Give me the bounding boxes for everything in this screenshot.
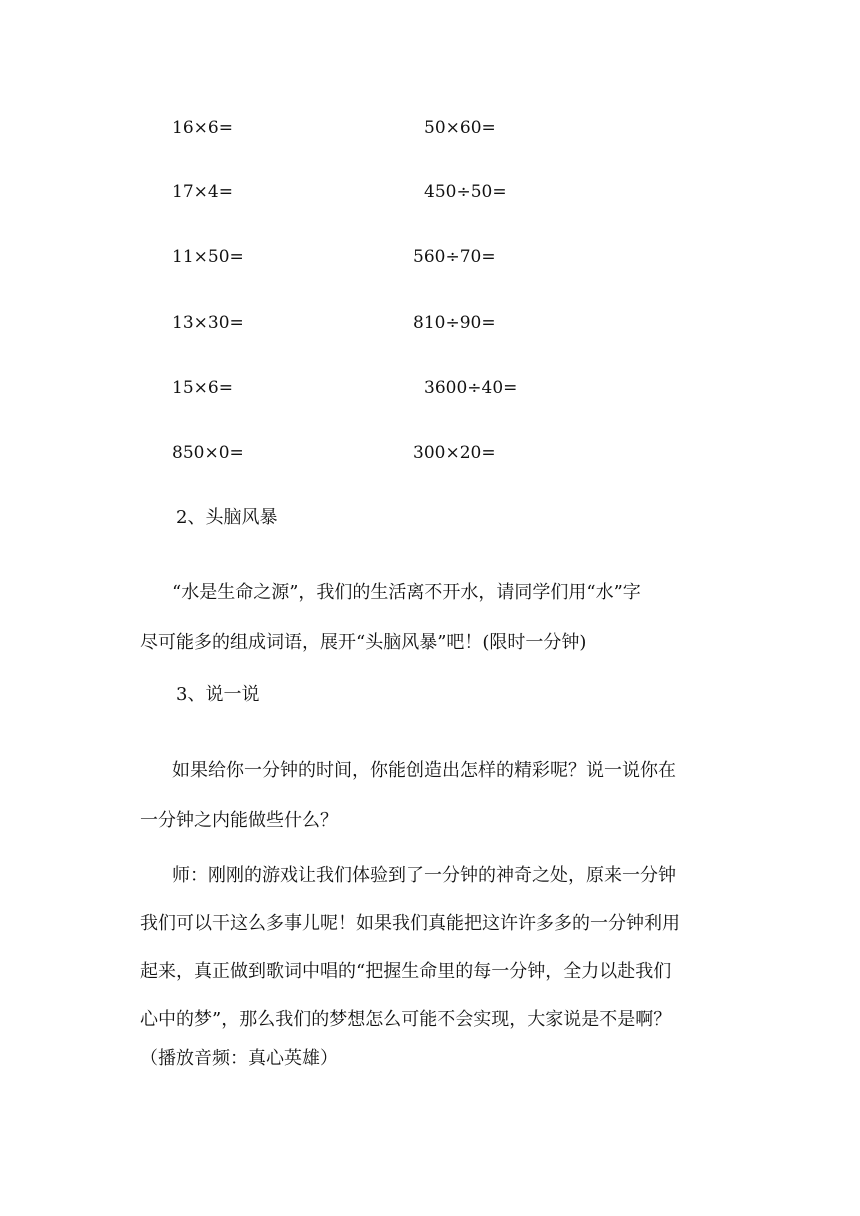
section-2-line-2: 尽可能多的组成词语，展开“头脑风暴”吧！(限时一分钟) bbox=[140, 632, 587, 653]
exercise-right-5: 3600÷40= bbox=[424, 378, 518, 398]
exercise-left-5: 15×6= bbox=[172, 378, 233, 398]
section-3-p1-line-1: 如果给你一分钟的时间，你能创造出怎样的精彩呢？说一说你在 bbox=[172, 760, 676, 781]
section-2-heading: 2、头脑风暴 bbox=[176, 507, 278, 528]
section-2-paragraph bbox=[140, 568, 740, 668]
section-3-p1-line-2: 一分钟之内能做些什么？ bbox=[140, 810, 338, 831]
section-3-p2-line-5: （播放音频：真心英雄） bbox=[140, 1048, 338, 1069]
section-3-heading: 3、说一说 bbox=[176, 684, 260, 705]
exercise-right-4: 810÷90= bbox=[413, 313, 496, 333]
section-3-paragraph-1 bbox=[140, 746, 740, 846]
section-3-p2-line-1: 师：刚刚的游戏让我们体验到了一分钟的神奇之处，原来一分钟 bbox=[172, 865, 676, 886]
exercise-left-2: 17×4= bbox=[172, 182, 233, 202]
exercise-left-6: 850×0= bbox=[172, 443, 244, 463]
exercise-right-6: 300×20= bbox=[413, 443, 496, 463]
exercise-left-1: 16×6= bbox=[172, 118, 233, 138]
section-3-p2-line-2: 我们可以干这么多事儿呢！如果我们真能把这许许多多的一分钟利用 bbox=[140, 913, 680, 934]
section-3-p2-line-4: 心中的梦”，那么我们的梦想怎么可能不会实现，大家说是不是啊？ bbox=[140, 1009, 672, 1030]
section-2-line-1: “水是生命之源”，我们的生活离不开水，请同学们用“水”字 bbox=[172, 582, 641, 603]
section-3-paragraph-2 bbox=[140, 852, 740, 1074]
exercise-left-3: 11×50= bbox=[172, 247, 244, 267]
exercise-right-3: 560÷70= bbox=[413, 247, 496, 267]
section-3-p2-line-3: 起来，真正做到歌词中唱的“把握生命里的每一分钟，全力以赴我们 bbox=[140, 961, 672, 982]
exercise-right-2: 450÷50= bbox=[424, 182, 507, 202]
exercise-right-1: 50×60= bbox=[424, 118, 496, 138]
exercise-left-4: 13×30= bbox=[172, 313, 244, 333]
